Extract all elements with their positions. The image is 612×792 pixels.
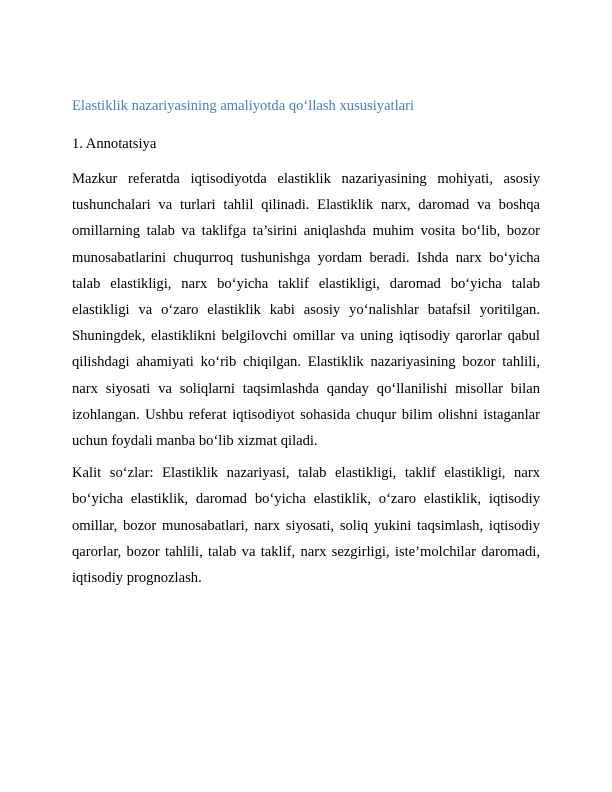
section-heading-annotation: 1. Annotatsiya	[72, 136, 157, 152]
document-title: Elastiklik nazariyasining amaliyotda qo‘llash xususiyatlari	[72, 98, 415, 114]
keywords-paragraph: Kalit so‘zlar: Elastiklik nazariyasi, talab elastikligi, taklif elastikligi, narx bo‘yicha elastiklik, daromad bo‘yicha elastiklik, o‘zaro elastiklik, iqtisodiy omillar, bozor munosabatlari, narx siyosati, soliq yukini taqsimlash, iqtisodiy qarorlar, bozor tahlili, talab va taklif, narx sezgirligi, iste’molchilar daromadi, iqtisodiy prognozlash.	[72, 465, 540, 587]
document-page	[72, 96, 540, 597]
abstract-paragraph: Mazkur referatda iqtisodiyotda elastiklik nazariyasining mohiyati, asosiy tushunchalari va turlari tahlil qilinadi. Elastiklik narx, daromad va boshqa omillarning talab va taklifga ta’sirini aniqlashda muhim vosita bo‘lib, bozor munosabatlarini chuqurroq tushunishga yordam beradi. Ishda narx bo‘yicha talab elastikligi, narx bo‘yicha taklif elastikligi, daromad bo‘yicha talab elastikligi va o‘zaro elastiklik kabi asosiy yo‘nalishlar batafsil yoritilgan. Shuningdek, elastiklikni belgilovchi omillar va uning iqtisodiy qarorlar qabul qilishdagi ahamiyati ko‘rib chiqilgan. Elastiklik nazariyasining bozor tahlili, narx siyosati va soliqlarni taqsimlashda qanday qo‘llanilishi misollar bilan izohlangan. Ushbu referat iqtisodiyot sohasida chuqur bilim olishni istaganlar uchun foydali manba bo‘lib xizmat qiladi.	[72, 171, 540, 450]
